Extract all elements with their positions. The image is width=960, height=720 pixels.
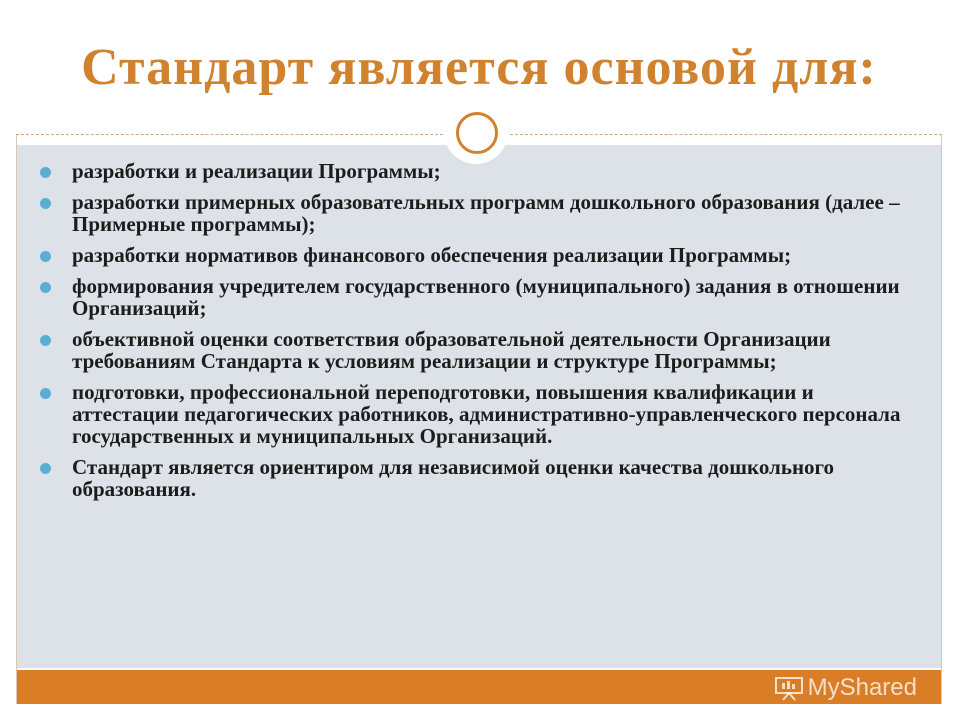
footer-bar <box>17 670 941 704</box>
bullet-item <box>40 244 920 266</box>
bullet-text: разработки нормативов финансового обеспечения реализации Программы; <box>72 243 792 267</box>
bullet-text: подготовки, профессиональной переподготовки, повышения квалификации и аттестации педагогических работников, административно-управленческого персонала государственных и муниципальных Организаций. <box>72 380 901 448</box>
bullet-dot-icon <box>40 388 51 399</box>
bullet-item <box>40 328 920 372</box>
bullet-item <box>40 275 920 319</box>
bullet-text: разработки и реализации Программы; <box>72 159 441 183</box>
circle-ornament-icon <box>444 100 508 164</box>
bullet-text: Стандарт является ориентиром для независимой оценки качества дошкольного образования. <box>72 455 835 501</box>
bullet-item <box>40 160 920 182</box>
bullet-dot-icon <box>40 167 51 178</box>
watermark <box>774 674 917 702</box>
ring-icon <box>456 112 498 154</box>
bullet-dot-icon <box>40 463 51 474</box>
bullet-dot-icon <box>40 198 51 209</box>
bullet-dot-icon <box>40 282 51 293</box>
bullet-text: разработки примерных образовательных программ дошкольного образования (далее – Примерные программы); <box>72 190 900 236</box>
bullet-text: объективной оценки соответствия образовательной деятельности Организации требованиям Стандарта к условиям реализации и структуре Программы; <box>72 327 831 373</box>
bullet-item <box>40 381 920 447</box>
bullet-text: формирования учредителем государственного (муниципального) задания в отношении Организаций; <box>72 274 900 320</box>
bullet-list <box>40 160 920 509</box>
bullet-item <box>40 191 920 235</box>
bullet-dot-icon <box>40 251 51 262</box>
watermark-text: MyShared <box>807 674 917 701</box>
slide-title: Стандарт является основой для: <box>81 39 877 96</box>
presentation-board-icon <box>774 675 804 701</box>
bullet-dot-icon <box>40 335 51 346</box>
bullet-item <box>40 456 920 500</box>
